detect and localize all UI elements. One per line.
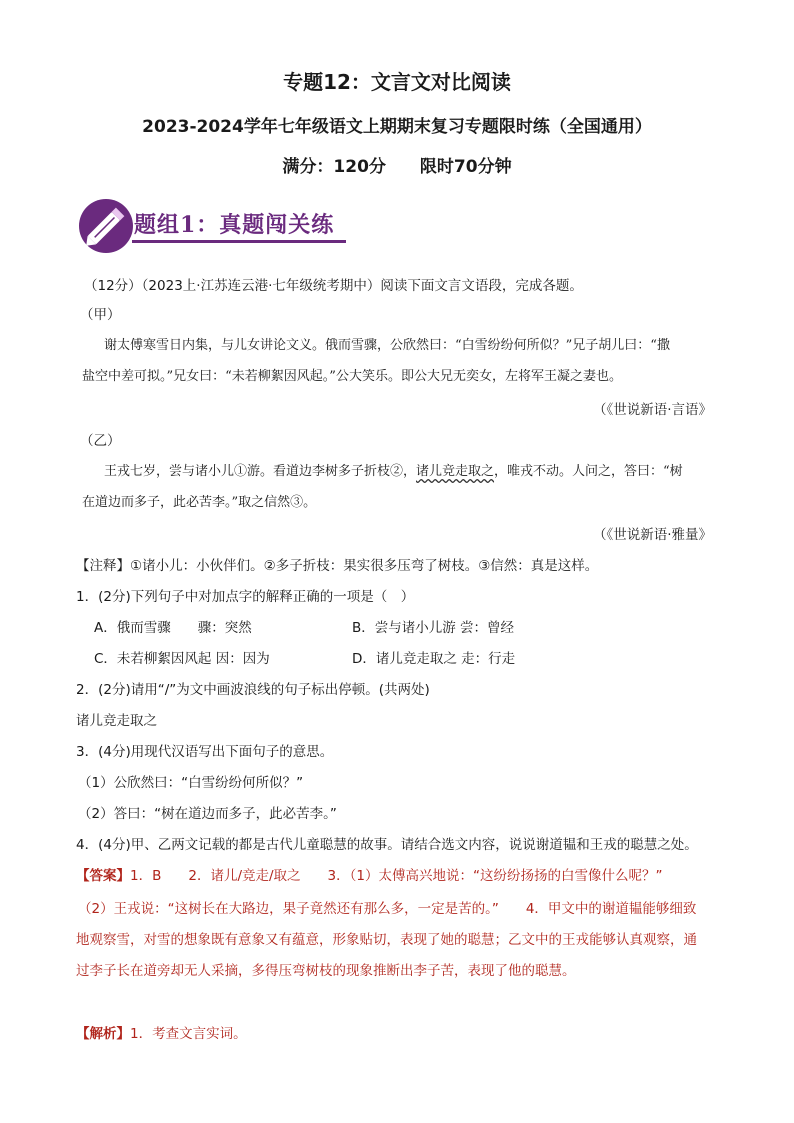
passage-jia-line1: 谢太傅寒雪日内集，与儿女讲论文义。俄而雪骤，公欣然曰：“白雪纷纷何所似？”兄子胡儿曰：“撒 bbox=[104, 338, 670, 353]
passage-yi-line1-b: ，唯戎不动。人问之，答曰：“树 bbox=[494, 464, 683, 479]
wavy-underlined-sentence: 诸儿竞走取之 bbox=[416, 464, 495, 479]
passage-jia-label: （甲） bbox=[80, 307, 121, 323]
section-underline bbox=[132, 240, 346, 243]
question-1-option-a: A．俄而雪骤 骤：突然 bbox=[94, 620, 252, 636]
answer-line-2: （2）王戎说：“这树长在大路边，果子竟然还有那么多，一定是苦的。” 4．甲文中的谢道韫能够细致 bbox=[78, 901, 697, 917]
section-label: 题组1：真题闯关练 bbox=[134, 212, 335, 238]
question-3-sentence-2: （2）答曰：“树在道边而多子，此必苦李。” bbox=[78, 806, 337, 822]
answer-line-4: 过李子长在道旁却无人采摘，多得压弯树枝的现象推断出李子苦，表现了他的聪慧。 bbox=[76, 963, 576, 979]
question-1-option-c: C．未若柳絮因风起 因：因为 bbox=[94, 651, 270, 667]
question-2-stem: 2．(2分)请用“/”为文中画波浪线的句子标出停顿。(共两处) bbox=[76, 682, 430, 698]
analysis-text: 1．考查文言实词。 bbox=[130, 1026, 247, 1042]
passage-yi-line2: 在道边而多子，此必苦李。”取之信然③。 bbox=[82, 495, 317, 510]
pencil-icon bbox=[76, 196, 138, 258]
question-3-sentence-1: （1）公欣然曰：“白雪纷纷何所似？” bbox=[78, 775, 304, 791]
question-4-stem: 4．(4分)甲、乙两文记载的都是古代儿童聪慧的故事。请结合选文内容，说说谢道韫和王戎的聪慧之处。 bbox=[76, 837, 698, 853]
annotation-note: 【注释】①诸小儿：小伙伴们。②多子折枝：果实很多压弯了树枝。③信然：真是这样。 bbox=[76, 558, 599, 574]
question-1-option-d: D．诸儿竞走取之 走：行走 bbox=[352, 651, 516, 667]
passage-jia-line2: 盐空中差可拟。”兄女曰：“未若柳絮因风起。”公大笑乐。即公大兄无奕女，左将军王凝之妻也。 bbox=[82, 369, 622, 384]
page-subtitle: 2023-2024学年七年级语文上期期末复习专题限时练（全国通用） bbox=[142, 117, 652, 137]
answer-tag: 【答案】 bbox=[76, 868, 130, 884]
intro-text: （12分）（2023上·江苏连云港·七年级统考期中）阅读下面文言文语段，完成各题。 bbox=[84, 278, 583, 294]
passage-yi-line1-a: 王戎七岁，尝与诸小儿①游。看道边李树多子折枝②， bbox=[104, 464, 417, 479]
passage-yi-source: （《世说新语·雅量》 bbox=[592, 527, 712, 543]
section-banner bbox=[76, 196, 376, 258]
page-title: 专题12：文言文对比阅读 bbox=[283, 70, 511, 94]
score-time-info: 满分：120分 限时70分钟 bbox=[282, 157, 512, 177]
answer-line-3: 地观察雪，对雪的想象既有意象又有蕴意，形象贴切，表现了她的聪慧；乙文中的王戎能够认真观察，通 bbox=[76, 932, 697, 948]
answer-line-1 bbox=[76, 866, 662, 886]
passage-yi-label: （乙） bbox=[80, 433, 121, 449]
answer-text-1: 1．B 2．诸儿/竞走/取之 3．（1）太傅高兴地说：“这纷纷扬扬的白雪像什么呢？” bbox=[130, 868, 663, 884]
question-3-stem: 3．(4分)用现代汉语写出下面句子的意思。 bbox=[76, 744, 334, 760]
question-1-stem: 1．(2分)下列句子中对加点字的解释正确的一项是（ ） bbox=[76, 589, 415, 605]
passage-jia-source: （《世说新语·言语》 bbox=[592, 402, 712, 418]
passage-yi-line1 bbox=[104, 462, 683, 482]
question-2-text: 诸儿竞走取之 bbox=[76, 713, 157, 729]
question-1-option-b: B．尝与诸小儿游 尝：曾经 bbox=[352, 620, 515, 636]
analysis-tag: 【解析】 bbox=[76, 1026, 130, 1042]
analysis-line bbox=[76, 1024, 247, 1044]
